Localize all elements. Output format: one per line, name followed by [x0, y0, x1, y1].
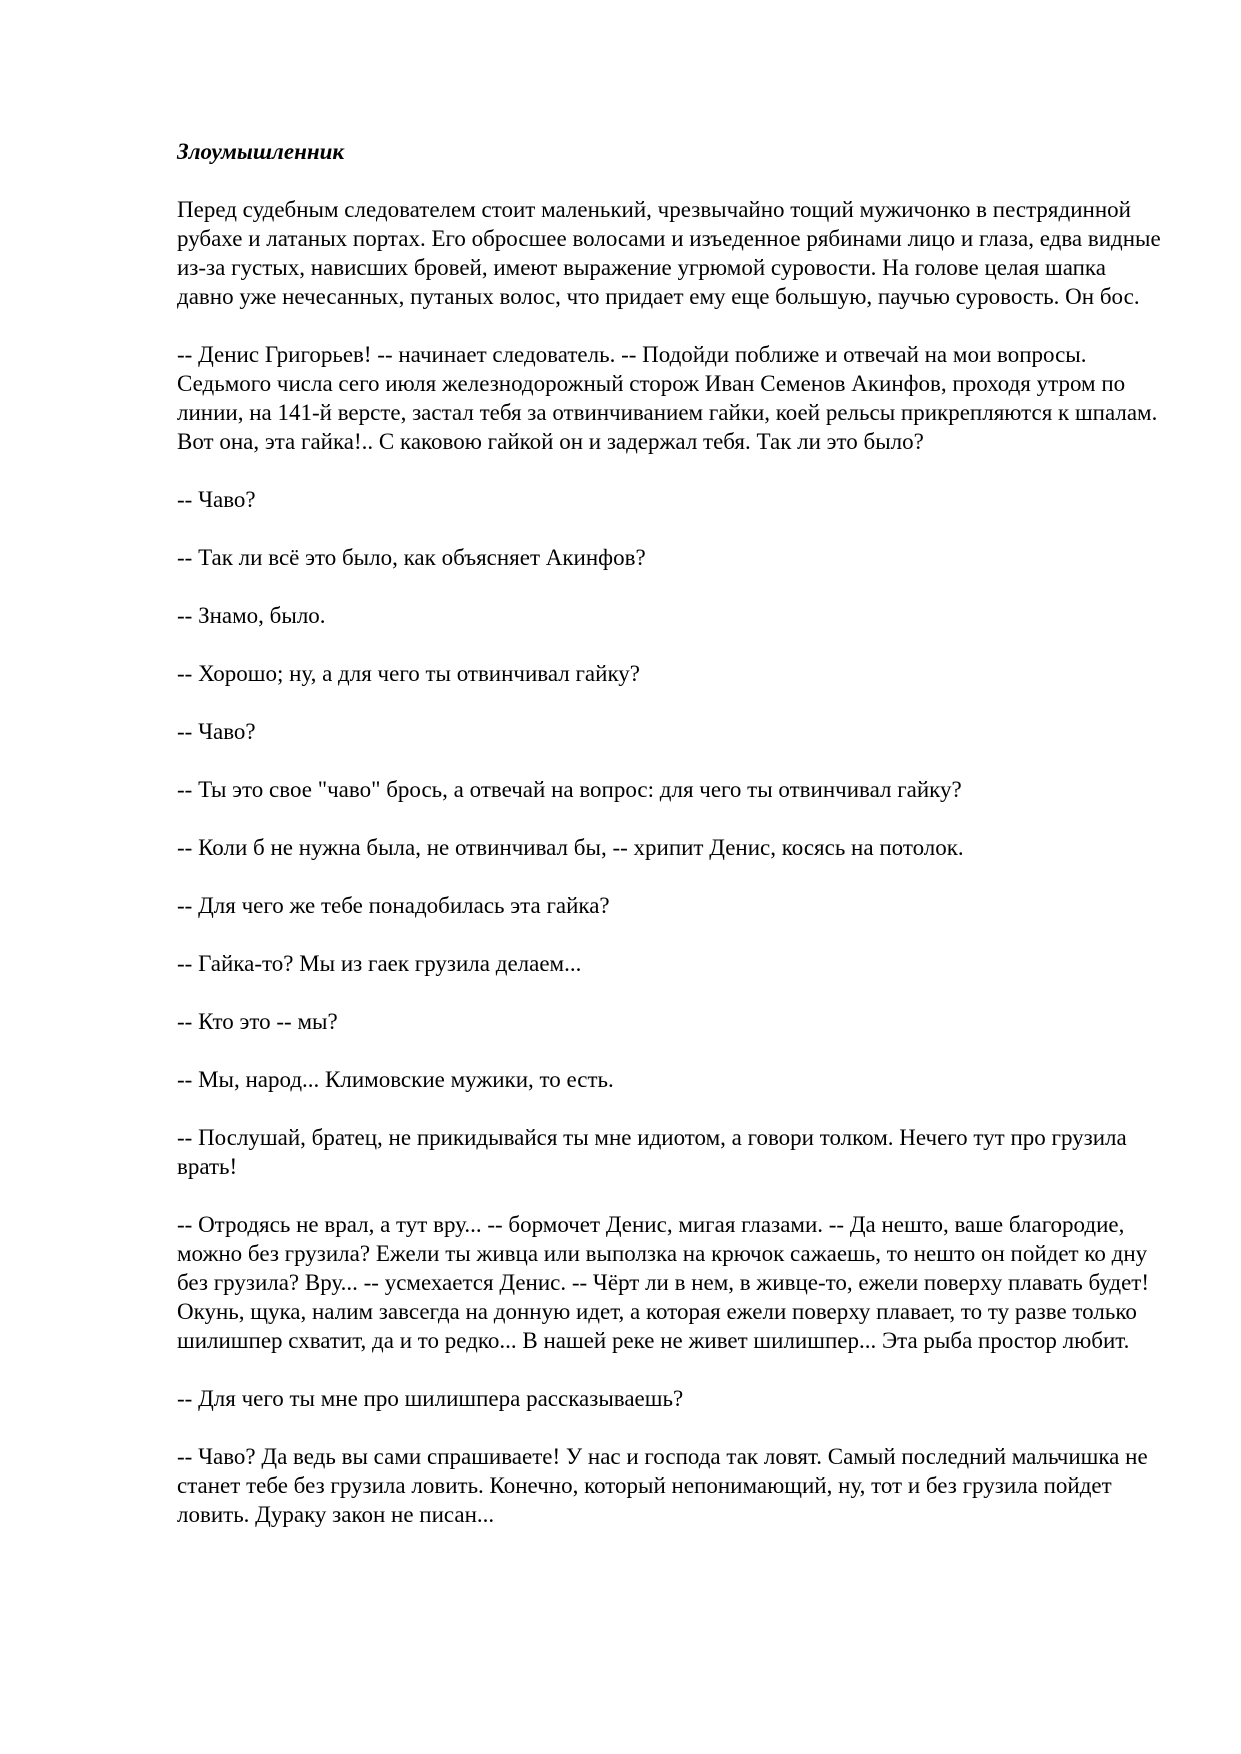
paragraph: -- Для чего же тебе понадобилась эта гайка?	[177, 893, 610, 918]
paragraph: -- Чаво?	[177, 487, 256, 512]
paragraph: Перед судебным следователем стоит маленький, чрезвычайно тощий мужичонко в пестрядинной рубахе и латаных портах. Его обросшее волосами и изъеденное рябинами лицо и глаза, едва видные из-за густых, нависших бровей, имеют выражение угрюмой суровости. На голове целая шапка давно уже нечесанных, путаных волос, что придает ему еще большую, паучью суровость. Он бос.	[177, 197, 1161, 309]
paragraph: -- Ты это свое "чаво" брось, а отвечай на вопрос: для чего ты отвинчивал гайку?	[177, 777, 962, 802]
paragraph: -- Для чего ты мне про шилишпера рассказываешь?	[177, 1386, 684, 1411]
paragraph: -- Чаво?	[177, 719, 256, 744]
paragraph: -- Хорошо; ну, а для чего ты отвинчивал гайку?	[177, 661, 640, 686]
paragraph: -- Знамо, было.	[177, 603, 326, 628]
paragraph: -- Чаво? Да ведь вы сами спрашиваете! У нас и господа так ловят. Самый последний мальчишка не станет тебе без грузила ловить. Конечно, который непонимающий, ну, тот и без грузила пойдет ловить. Дураку закон не писан...	[177, 1444, 1148, 1527]
paragraph: -- Отродясь не врал, а тут вру... -- бормочет Денис, мигая глазами. -- Да нешто, ваше благородие, можно без грузила? Ежели ты живца или выползка на крючок сажаешь, то нешто он пойдет ко дну без грузила? Вру... -- усмехается Денис. -- Чёрт ли в нем, в живце-то, ежели поверху плавать будет! Окунь, щука, налим завсегда на донную идет, а которая ежели поверху плавает, то ту разве только шилишпер схватит, да и то редко... В нашей реке не живет шилишпер... Эта рыба простор любит.	[177, 1212, 1149, 1353]
paragraph: -- Послушай, братец, не прикидывайся ты мне идиотом, а говори толком. Нечего тут про грузила врать!	[177, 1125, 1127, 1179]
paragraph: -- Коли б не нужна была, не отвинчивал бы, -- хрипит Денис, косясь на потолок.	[177, 835, 964, 860]
paragraph: -- Так ли всё это было, как объясняет Акинфов?	[177, 545, 646, 570]
paragraph: -- Гайка-то? Мы из гаек грузила делаем...	[177, 951, 582, 976]
document-title: Злоумышленник	[177, 139, 345, 164]
paragraph: -- Мы, народ... Климовские мужики, то есть.	[177, 1067, 614, 1092]
document-page	[177, 137, 1167, 1558]
paragraph: -- Кто это -- мы?	[177, 1009, 338, 1034]
paragraph: -- Денис Григорьев! -- начинает следователь. -- Подойди поближе и отвечай на мои вопросы. Седьмого числа сего июля железнодорожный сторож Иван Семенов Акинфов, проходя утром по линии, на 141-й версте, застал тебя за отвинчиванием гайки, коей рельсы прикрепляются к шпалам. Вот она, эта гайка!.. С каковою гайкой он и задержал тебя. Так ли это было?	[177, 342, 1158, 454]
